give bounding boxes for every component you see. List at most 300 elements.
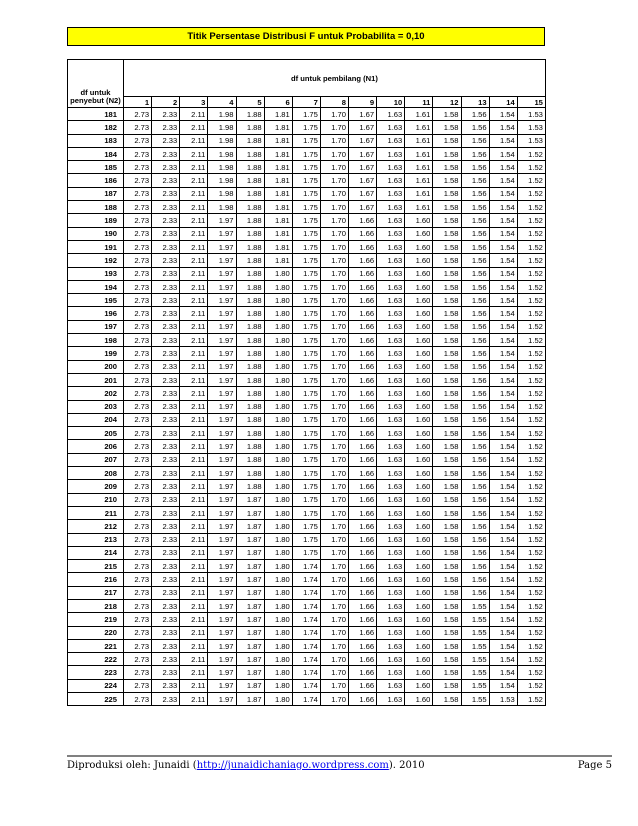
table-cell: 1.80: [264, 666, 292, 679]
table-cell: 2.73: [124, 413, 152, 426]
table-body: [68, 108, 546, 706]
table-cell: 1.87: [236, 599, 264, 612]
table-cell: 1.66: [349, 679, 377, 692]
table-cell: 1.63: [377, 280, 405, 293]
table-cell: 1.70: [320, 280, 348, 293]
table-cell: 2.73: [124, 480, 152, 493]
table-row: [68, 693, 546, 706]
row-header-n2: 195: [68, 294, 124, 307]
table-cell: 2.33: [152, 493, 180, 506]
table-cell: 1.80: [264, 639, 292, 652]
table-cell: 1.87: [236, 666, 264, 679]
table-row: [68, 493, 546, 506]
table-cell: 1.97: [208, 506, 236, 519]
table-cell: 2.33: [152, 387, 180, 400]
table-cell: 1.97: [208, 227, 236, 240]
table-cell: 1.80: [264, 387, 292, 400]
table-cell: 1.54: [489, 560, 517, 573]
table-cell: 1.66: [349, 599, 377, 612]
table-cell: 1.88: [236, 453, 264, 466]
table-cell: 1.80: [264, 613, 292, 626]
table-cell: 1.58: [433, 493, 461, 506]
table-cell: 1.66: [349, 400, 377, 413]
table-row: [68, 347, 546, 360]
table-cell: 1.52: [517, 693, 545, 706]
table-cell: 1.80: [264, 506, 292, 519]
table-cell: 1.97: [208, 693, 236, 706]
table-cell: 1.54: [489, 639, 517, 652]
table-cell: 1.52: [517, 653, 545, 666]
table-cell: 1.63: [377, 653, 405, 666]
table-cell: 1.58: [433, 480, 461, 493]
row-header-n2: 218: [68, 599, 124, 612]
table-cell: 1.74: [292, 626, 320, 639]
table-cell: 2.11: [180, 121, 208, 134]
table-cell: 1.63: [377, 586, 405, 599]
table-cell: 1.58: [433, 626, 461, 639]
table-cell: 1.67: [349, 121, 377, 134]
table-cell: 1.75: [292, 413, 320, 426]
table-cell: 1.88: [236, 360, 264, 373]
table-row: [68, 214, 546, 227]
table-cell: 1.54: [489, 174, 517, 187]
table-cell: 1.75: [292, 227, 320, 240]
table-cell: 1.54: [489, 599, 517, 612]
table-cell: 1.54: [489, 161, 517, 174]
table-cell: 1.52: [517, 586, 545, 599]
table-cell: 1.74: [292, 653, 320, 666]
table-cell: 1.58: [433, 400, 461, 413]
column-header-n1: 3: [180, 97, 208, 108]
table-cell: 1.66: [349, 214, 377, 227]
table-cell: 1.61: [405, 187, 433, 200]
table-cell: 1.52: [517, 400, 545, 413]
table-cell: 1.58: [433, 520, 461, 533]
table-cell: 1.70: [320, 639, 348, 652]
table-cell: 1.54: [489, 307, 517, 320]
table-cell: 1.58: [433, 108, 461, 121]
row-header-n2: 223: [68, 666, 124, 679]
table-cell: 1.54: [489, 147, 517, 160]
row-header-n2: 196: [68, 307, 124, 320]
table-cell: 1.67: [349, 187, 377, 200]
row-header-n2: 198: [68, 334, 124, 347]
table-cell: 1.56: [461, 307, 489, 320]
table-cell: 1.87: [236, 493, 264, 506]
table-cell: 1.75: [292, 147, 320, 160]
table-cell: 1.66: [349, 639, 377, 652]
table-cell: 1.70: [320, 174, 348, 187]
row-header-n2: 188: [68, 201, 124, 214]
table-cell: 1.56: [461, 174, 489, 187]
table-cell: 1.66: [349, 493, 377, 506]
table-cell: 1.54: [489, 347, 517, 360]
table-cell: 1.56: [461, 134, 489, 147]
table-cell: 1.74: [292, 613, 320, 626]
table-cell: 1.88: [236, 254, 264, 267]
table-cell: 1.70: [320, 400, 348, 413]
table-cell: 1.56: [461, 506, 489, 519]
row-header-n2: 194: [68, 280, 124, 293]
table-cell: 1.97: [208, 533, 236, 546]
table-cell: 1.88: [236, 174, 264, 187]
table-cell: 1.75: [292, 134, 320, 147]
table-cell: 1.56: [461, 493, 489, 506]
table-cell: 1.63: [377, 161, 405, 174]
table-cell: 1.52: [517, 347, 545, 360]
table-cell: 1.63: [377, 108, 405, 121]
table-cell: 1.97: [208, 666, 236, 679]
table-cell: 1.52: [517, 334, 545, 347]
table-cell: 1.75: [292, 440, 320, 453]
table-cell: 1.70: [320, 520, 348, 533]
table-cell: 2.11: [180, 440, 208, 453]
table-cell: 1.75: [292, 187, 320, 200]
table-cell: 1.97: [208, 334, 236, 347]
table-row: [68, 573, 546, 586]
table-cell: 1.60: [405, 693, 433, 706]
table-cell: 1.56: [461, 400, 489, 413]
table-cell: 1.54: [489, 613, 517, 626]
table-cell: 2.33: [152, 453, 180, 466]
table-row: [68, 467, 546, 480]
table-cell: 1.58: [433, 161, 461, 174]
table-cell: 1.63: [377, 267, 405, 280]
column-header-n1: 12: [433, 97, 461, 108]
table-cell: 1.87: [236, 626, 264, 639]
table-cell: 1.56: [461, 267, 489, 280]
table-cell: 1.56: [461, 187, 489, 200]
table-cell: 1.67: [349, 134, 377, 147]
table-cell: 1.80: [264, 440, 292, 453]
table-cell: 1.75: [292, 294, 320, 307]
table-cell: 2.11: [180, 453, 208, 466]
table-cell: 1.63: [377, 400, 405, 413]
table-cell: 1.60: [405, 347, 433, 360]
table-cell: 2.33: [152, 413, 180, 426]
table-cell: 1.88: [236, 400, 264, 413]
table-cell: 2.33: [152, 506, 180, 519]
table-cell: 1.52: [517, 560, 545, 573]
table-cell: 1.87: [236, 520, 264, 533]
table-cell: 1.63: [377, 387, 405, 400]
table-cell: 1.60: [405, 360, 433, 373]
table-cell: 1.70: [320, 467, 348, 480]
table-cell: 1.63: [377, 493, 405, 506]
table-cell: 1.58: [433, 254, 461, 267]
row-header-n2: 211: [68, 506, 124, 519]
table-row: [68, 320, 546, 333]
table-cell: 2.73: [124, 280, 152, 293]
table-cell: 1.52: [517, 599, 545, 612]
table-cell: 2.11: [180, 679, 208, 692]
table-cell: 1.88: [236, 373, 264, 386]
table-cell: 1.54: [489, 214, 517, 227]
table-cell: 2.11: [180, 201, 208, 214]
table-cell: 1.55: [461, 639, 489, 652]
row-header-n2: 212: [68, 520, 124, 533]
table-cell: 1.60: [405, 440, 433, 453]
table-cell: 1.70: [320, 267, 348, 280]
table-cell: 1.58: [433, 453, 461, 466]
table-cell: 1.60: [405, 679, 433, 692]
table-cell: 1.70: [320, 254, 348, 267]
table-cell: 1.88: [236, 307, 264, 320]
table-cell: 1.58: [433, 573, 461, 586]
table-cell: 1.55: [461, 599, 489, 612]
table-cell: 1.81: [264, 134, 292, 147]
table-cell: 1.63: [377, 373, 405, 386]
table-cell: 1.87: [236, 613, 264, 626]
table-cell: 2.33: [152, 427, 180, 440]
table-cell: 1.70: [320, 533, 348, 546]
table-cell: 2.33: [152, 267, 180, 280]
table-cell: 1.63: [377, 214, 405, 227]
table-cell: 1.70: [320, 413, 348, 426]
table-cell: 2.33: [152, 147, 180, 160]
table-cell: 1.54: [489, 480, 517, 493]
table-cell: 1.63: [377, 480, 405, 493]
table-cell: 1.52: [517, 320, 545, 333]
table-cell: 1.74: [292, 599, 320, 612]
row-header-n2: 201: [68, 373, 124, 386]
table-cell: 1.74: [292, 693, 320, 706]
table-cell: 1.63: [377, 413, 405, 426]
row-header-n2: 189: [68, 214, 124, 227]
table-cell: 1.63: [377, 334, 405, 347]
table-cell: 1.67: [349, 147, 377, 160]
table-row: [68, 427, 546, 440]
table-cell: 2.11: [180, 599, 208, 612]
table-cell: 1.60: [405, 280, 433, 293]
table-cell: 1.54: [489, 679, 517, 692]
table-cell: 1.63: [377, 613, 405, 626]
table-cell: 1.80: [264, 653, 292, 666]
table-cell: 1.63: [377, 573, 405, 586]
table-cell: 1.58: [433, 373, 461, 386]
row-header-n2: 192: [68, 254, 124, 267]
table-cell: 1.63: [377, 639, 405, 652]
table-cell: 1.56: [461, 227, 489, 240]
table-cell: 2.33: [152, 440, 180, 453]
table-cell: 1.97: [208, 653, 236, 666]
row-header-n2: 224: [68, 679, 124, 692]
table-cell: 1.60: [405, 546, 433, 559]
table-cell: 2.11: [180, 413, 208, 426]
table-cell: 1.66: [349, 334, 377, 347]
table-cell: 1.66: [349, 693, 377, 706]
table-cell: 1.88: [236, 427, 264, 440]
table-cell: 2.73: [124, 427, 152, 440]
row-header-n2: 186: [68, 174, 124, 187]
table-cell: 1.70: [320, 134, 348, 147]
table-cell: 2.73: [124, 546, 152, 559]
table-cell: 1.60: [405, 560, 433, 573]
table-cell: 1.54: [489, 626, 517, 639]
table-cell: 1.60: [405, 254, 433, 267]
table-cell: 1.60: [405, 493, 433, 506]
table-cell: 2.11: [180, 586, 208, 599]
row-header-n2: 221: [68, 639, 124, 652]
table-cell: 1.54: [489, 653, 517, 666]
table-cell: 1.98: [208, 121, 236, 134]
table-cell: 1.70: [320, 387, 348, 400]
table-cell: 1.70: [320, 334, 348, 347]
table-cell: 1.63: [377, 453, 405, 466]
table-cell: 2.11: [180, 320, 208, 333]
table-cell: 1.70: [320, 480, 348, 493]
table-cell: 1.60: [405, 453, 433, 466]
table-cell: 1.52: [517, 666, 545, 679]
row-header-n2: 182: [68, 121, 124, 134]
table-cell: 1.66: [349, 520, 377, 533]
table-cell: 1.70: [320, 294, 348, 307]
table-cell: 1.88: [236, 187, 264, 200]
table-cell: 2.73: [124, 227, 152, 240]
table-cell: 2.33: [152, 280, 180, 293]
column-header-n1: 2: [152, 97, 180, 108]
table-cell: 1.70: [320, 214, 348, 227]
row-header-n2: 203: [68, 400, 124, 413]
table-cell: 1.61: [405, 161, 433, 174]
table-cell: 1.52: [517, 573, 545, 586]
row-header-n2: 208: [68, 467, 124, 480]
table-cell: 1.58: [433, 653, 461, 666]
table-cell: 2.73: [124, 586, 152, 599]
table-cell: 1.60: [405, 599, 433, 612]
table-cell: 2.73: [124, 493, 152, 506]
table-cell: 2.11: [180, 400, 208, 413]
table-cell: 2.33: [152, 693, 180, 706]
row-header-n2: 220: [68, 626, 124, 639]
table-row: [68, 560, 546, 573]
table-cell: 2.33: [152, 400, 180, 413]
table-cell: 1.70: [320, 653, 348, 666]
table-cell: 2.73: [124, 693, 152, 706]
column-header-n1: 6: [264, 97, 292, 108]
table-cell: 1.54: [489, 334, 517, 347]
table-cell: 1.54: [489, 227, 517, 240]
table-cell: 2.73: [124, 373, 152, 386]
table-cell: 1.70: [320, 626, 348, 639]
table-cell: 1.70: [320, 586, 348, 599]
table-cell: 1.52: [517, 240, 545, 253]
table-cell: 2.33: [152, 639, 180, 652]
table-cell: 1.54: [489, 586, 517, 599]
table-cell: 2.73: [124, 573, 152, 586]
table-cell: 1.97: [208, 320, 236, 333]
table-cell: 2.11: [180, 307, 208, 320]
table-cell: 1.54: [489, 373, 517, 386]
table-cell: 1.74: [292, 639, 320, 652]
table-cell: 1.81: [264, 161, 292, 174]
table-cell: 1.70: [320, 546, 348, 559]
table-cell: 1.97: [208, 294, 236, 307]
table-cell: 2.73: [124, 121, 152, 134]
table-cell: 1.60: [405, 307, 433, 320]
table-cell: 1.87: [236, 506, 264, 519]
source-link[interactable]: http://junaidichaniago.wordpress.com: [196, 760, 389, 771]
table-cell: 1.70: [320, 240, 348, 253]
table-cell: 1.52: [517, 613, 545, 626]
table-cell: 1.70: [320, 347, 348, 360]
table-cell: 1.56: [461, 294, 489, 307]
table-cell: 1.70: [320, 453, 348, 466]
table-cell: 1.80: [264, 520, 292, 533]
table-cell: 1.80: [264, 347, 292, 360]
table-cell: 1.97: [208, 373, 236, 386]
table-cell: 2.11: [180, 493, 208, 506]
table-cell: 1.54: [489, 320, 517, 333]
table-row: [68, 108, 546, 121]
table-row: [68, 187, 546, 200]
table-cell: 1.58: [433, 187, 461, 200]
table-cell: 1.58: [433, 387, 461, 400]
table-cell: 2.73: [124, 679, 152, 692]
table-cell: 1.75: [292, 520, 320, 533]
table-cell: 1.58: [433, 134, 461, 147]
table-cell: 1.58: [433, 320, 461, 333]
column-header-n1: 9: [349, 97, 377, 108]
table-cell: 1.58: [433, 639, 461, 652]
table-cell: 1.56: [461, 347, 489, 360]
table-cell: 1.61: [405, 201, 433, 214]
table-cell: 1.55: [461, 679, 489, 692]
row-header-n2: 217: [68, 586, 124, 599]
table-cell: 1.56: [461, 201, 489, 214]
table-cell: 1.88: [236, 467, 264, 480]
table-cell: 1.80: [264, 294, 292, 307]
table-cell: 1.60: [405, 467, 433, 480]
table-cell: 1.60: [405, 334, 433, 347]
table-cell: 1.70: [320, 573, 348, 586]
table-cell: 2.33: [152, 653, 180, 666]
row-header-n2: 193: [68, 267, 124, 280]
table-cell: 2.11: [180, 267, 208, 280]
table-title: Titik Persentase Distribusi F untuk Probabilita = 0,10: [67, 27, 545, 46]
table-cell: 2.11: [180, 666, 208, 679]
table-cell: 1.97: [208, 599, 236, 612]
table-cell: 1.66: [349, 546, 377, 559]
table-cell: 2.11: [180, 546, 208, 559]
table-cell: 1.58: [433, 586, 461, 599]
table-cell: 1.56: [461, 334, 489, 347]
table-cell: 1.70: [320, 161, 348, 174]
column-header-n1: 11: [405, 97, 433, 108]
table-cell: 1.54: [489, 254, 517, 267]
column-header-n1: 5: [236, 97, 264, 108]
table-cell: 1.66: [349, 666, 377, 679]
table-cell: 1.97: [208, 413, 236, 426]
table-cell: 1.60: [405, 267, 433, 280]
table-cell: 1.75: [292, 174, 320, 187]
table-cell: 2.11: [180, 334, 208, 347]
table-cell: 1.63: [377, 427, 405, 440]
table-row: [68, 294, 546, 307]
table-cell: 1.80: [264, 480, 292, 493]
table-cell: 1.54: [489, 360, 517, 373]
table-cell: 1.66: [349, 320, 377, 333]
table-row: [68, 653, 546, 666]
table-cell: 1.70: [320, 108, 348, 121]
table-cell: 1.70: [320, 187, 348, 200]
table-cell: 2.11: [180, 427, 208, 440]
table-cell: 1.56: [461, 427, 489, 440]
table-cell: 1.52: [517, 360, 545, 373]
table-cell: 1.54: [489, 121, 517, 134]
table-cell: 1.56: [461, 280, 489, 293]
table-cell: 1.56: [461, 573, 489, 586]
